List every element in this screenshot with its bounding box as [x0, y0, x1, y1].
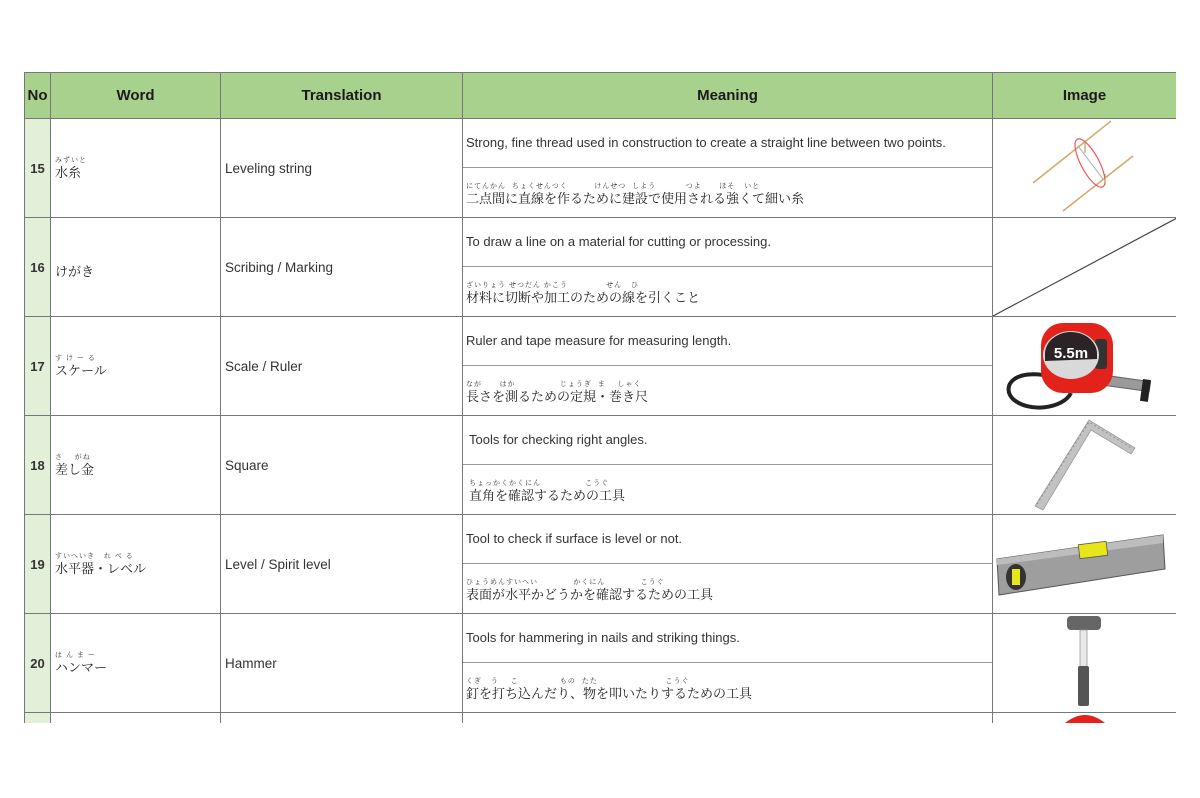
word-furigana [55, 256, 220, 264]
meaning-furigana: ざいりょう せつだん かこう せん ひ [466, 282, 640, 289]
image-cell [993, 515, 1177, 614]
image-cell [993, 218, 1177, 317]
leveling-string-icon [993, 119, 1176, 217]
meaning-furigana: なが はか じょうぎ ま しゃく [466, 381, 642, 388]
meaning-english: Tools for hammering in nails and striking things. [463, 614, 992, 663]
translation-cell: Level / Spirit level [221, 515, 463, 614]
meaning-cell [463, 218, 993, 317]
row-number: 20 [25, 614, 51, 713]
meaning-english: Ruler and tape measure for measuring length. [463, 317, 992, 366]
word-text: ハンマー [55, 659, 108, 675]
meaning-english: Strong, fine thread used in construction to create a straight line between two points. [463, 119, 992, 168]
vocabulary-table [24, 72, 1176, 723]
translation-cell: Scribing / Marking [221, 218, 463, 317]
row-number: 19 [25, 515, 51, 614]
word-cell [51, 119, 221, 218]
translation-cell: Square [221, 416, 463, 515]
table-header-row [25, 73, 1177, 119]
meaning-japanese-text: 直角を確認するための工具 [469, 488, 626, 503]
word-text: 水糸 [55, 164, 82, 180]
table-row [25, 614, 1177, 713]
diagonal-line-icon [993, 218, 1176, 316]
meaning-cell [463, 317, 993, 416]
word-cell [51, 218, 221, 317]
word-furigana: は ん ま ー [55, 651, 96, 659]
word-text: 水平器・レベル [55, 560, 147, 576]
image-cell [993, 713, 1177, 724]
meaning-furigana: くぎ う こ もの たた こうぐ [466, 678, 690, 685]
header-translation: Translation [221, 73, 463, 119]
word-text: スケール [55, 362, 107, 378]
word-furigana: すいへいき れ べ る [55, 552, 134, 560]
header-image: Image [993, 73, 1177, 119]
image-cell [993, 119, 1177, 218]
word-cell [51, 614, 221, 713]
image-cell [993, 416, 1177, 515]
svg-text:5.5m: 5.5m [1053, 345, 1089, 362]
row-number: 18 [25, 416, 51, 515]
meaning-japanese [463, 564, 992, 613]
translation-cell: Leveling string [221, 119, 463, 218]
header-meaning: Meaning [463, 73, 993, 119]
meaning-furigana: ひょうめんすいへい かくにん こうぐ [466, 579, 665, 586]
translation-cell: Scale / Ruler [221, 317, 463, 416]
word-cell [51, 416, 221, 515]
meaning-japanese [463, 663, 992, 712]
partial-red-tool-icon [993, 713, 1176, 723]
word-furigana: す け ー る [55, 354, 96, 362]
meaning-english: Tool to check if surface is level or not. [463, 515, 992, 564]
hammer-icon [993, 614, 1176, 712]
meaning-cell [463, 614, 993, 713]
word-furigana: みずいと [55, 156, 87, 164]
table-row [25, 317, 1177, 416]
meaning-japanese [463, 168, 992, 217]
carpenter-square-icon [993, 416, 1176, 514]
meaning-japanese-text: 表面が水平かどうかを確認するための工具 [466, 587, 714, 602]
meaning-japanese-text: 材料に切断や加工のための線を引くこと [466, 290, 701, 305]
table-row [25, 515, 1177, 614]
meaning-japanese [463, 267, 992, 316]
word-cell [51, 515, 221, 614]
word-text: 差し金 [55, 461, 95, 477]
meaning-cell [463, 119, 993, 218]
row-number: 16 [25, 218, 51, 317]
meaning-english: Tools for checking right angles. [463, 416, 992, 465]
meaning-furigana: ちょっかくかくにん こうぐ [469, 480, 610, 487]
meaning-japanese-text: 釘を打ち込んだり、物を叩いたりするための工具 [466, 686, 753, 701]
meaning-japanese-text: 二点間に直線を作るために建設で使用される強くて細い糸 [466, 191, 805, 206]
header-no: No [25, 73, 51, 119]
table-row [25, 218, 1177, 317]
meaning-cell [463, 416, 993, 515]
word-cell [51, 317, 221, 416]
row-number: 17 [25, 317, 51, 416]
image-cell [993, 614, 1177, 713]
table-row [25, 119, 1177, 218]
meaning-japanese [463, 465, 992, 514]
word-furigana: さ がね [55, 453, 91, 461]
vocabulary-table-container [24, 72, 1176, 723]
spirit-level-icon [993, 515, 1176, 613]
meaning-cell [463, 515, 993, 614]
header-word: Word [51, 73, 221, 119]
meaning-japanese [463, 366, 992, 415]
table-row [25, 416, 1177, 515]
image-cell [993, 317, 1177, 416]
table-row-partial [25, 713, 1177, 724]
meaning-english: To draw a line on a material for cutting or processing. [463, 218, 992, 267]
tape-measure-icon [993, 317, 1176, 415]
word-text: けがき [55, 263, 95, 279]
meaning-japanese-text: 長さを測るための定規・巻き尺 [466, 389, 649, 404]
meaning-furigana: にてんかん ちょくせんつく けんせつ しよう つよ ほそ いと [466, 183, 761, 190]
row-number: 15 [25, 119, 51, 218]
translation-cell: Hammer [221, 614, 463, 713]
